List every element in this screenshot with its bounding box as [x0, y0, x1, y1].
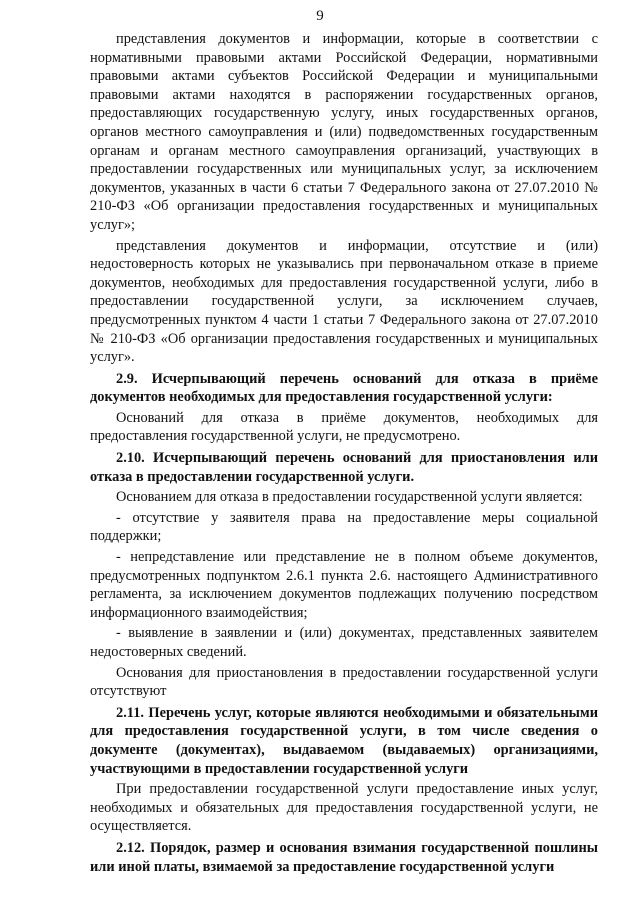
section-heading-2-9: 2.9. Исчерпывающий перечень оснований для отказа в приёме документов необходимых для предоставления государственной услуги: — [90, 370, 598, 406]
list-item: - выявление в заявлении и (или) документах, представленных заявителем недостоверных сведений. — [90, 625, 598, 660]
page-number: 9 — [316, 8, 324, 24]
section-heading-2-10: 2.10. Исчерпывающий перечень оснований для приостановления или отказа в предоставлении государственной услуги. — [90, 450, 598, 485]
list-item: - непредставление или представление не в полном объеме документов, предусмотренных подпунктом 2.6.1 пункта 2.6. настоящего Административного регламента, за исключением документов подлежащих получению посредством информационного взаимодействия; — [90, 549, 598, 621]
document-body — [90, 30, 598, 878]
paragraph-continuation: представления документов и информации, которые в соответствии с нормативными правовыми актами Российской Федерации, нормативными правовыми актами субъектов Российской Федерации и муниципальными правовыми актами находятся в распоряжении государственных органов, предоставляющих государственную услугу, иных государственных органов, органов местного самоуправления и (или) подведомственных государственным органам и органам местного самоуправления организаций, участвующих в предоставлении государственных или муниципальных услуг, за исключением документов, указанных в части 6 статьи 7 Федерального закона от 27.07.2010 № 210-ФЗ «Об организации предоставления государственных и муниципальных услуг»; — [90, 31, 598, 233]
paragraph: Оснований для отказа в приёме документов, необходимых для предоставления государственной услуги, не предусмотрено. — [90, 409, 598, 445]
paragraph: При предоставлении государственной услуги предоставление иных услуг, необходимых и обязательных для предоставления государственной услуги, не осуществляется. — [90, 781, 598, 835]
section-heading-2-11: 2.11. Перечень услуг, которые являются необходимыми и обязательными для предоставления государственной услуги, в том числе сведения о документе (документах), выдаваемом (выдаваемых) организациями, участвующими в предоставлении государственной услуги — [90, 704, 598, 777]
paragraph: Основанием для отказа в предоставлении государственной услуги является: — [116, 489, 583, 506]
list-item: - отсутствие у заявителя права на предоставление меры социальной поддержки; — [90, 509, 598, 545]
paragraph: Основания для приостановления в предоставлении государственной услуги отсутствуют — [90, 664, 598, 700]
paragraph: представления документов и информации, отсутствие и (или) недостоверность которых не указывались при первоначальном отказе в приеме документов, необходимых для предоставления государственной услуги, либо в предоставлении государственной услуги, за исключением случаев, предусмотренных пунктом 4 части 1 статьи 7 Федерального закона от 27.07.2010 № 210-ФЗ «Об организации предоставления государственных и муниципальных услуг». — [90, 237, 598, 366]
section-heading-2-12: 2.12. Порядок, размер и основания взимания государственной пошлины или иной платы, взимаемой за предоставление государственной услуги — [90, 839, 598, 875]
